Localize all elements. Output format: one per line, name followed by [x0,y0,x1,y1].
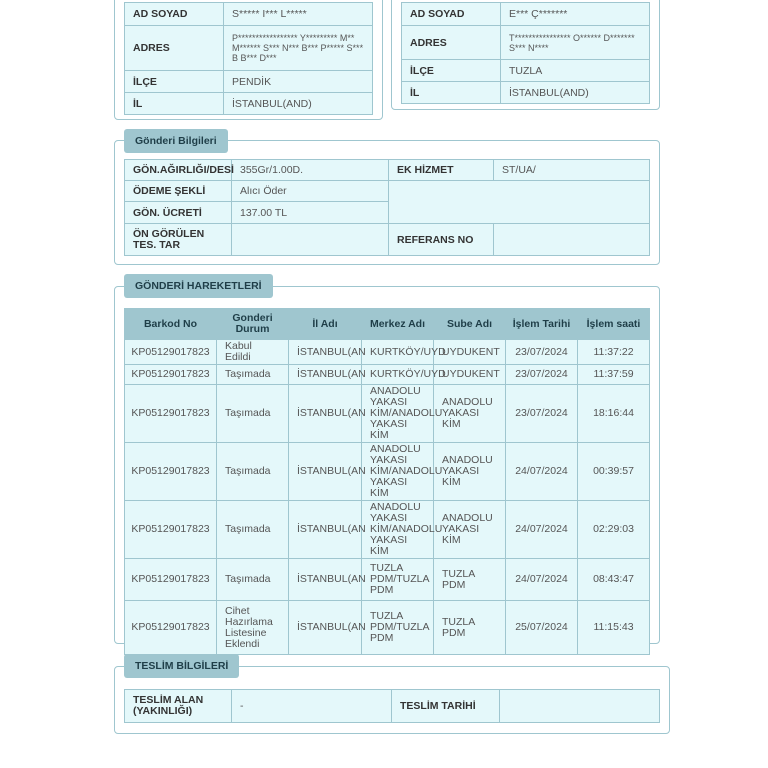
cell-time: 11:37:22 [578,340,650,365]
cell-branch: TUZLA PDM [434,559,506,601]
delivery-table [124,689,660,723]
table-row [125,501,650,559]
reference-label: REFERANS NO [389,224,494,256]
cell-time: 02:29:03 [578,501,650,559]
shipment-table [124,159,650,256]
movements-table [124,308,650,655]
cell-branch: ANADOLU YAKASI KİM [434,385,506,443]
cell-status: Taşımada [217,365,289,385]
cell-date: 23/07/2024 [506,385,578,443]
cell-province: İSTANBUL(AN [289,559,362,601]
payment-value: Alıcı Öder [232,181,389,202]
column-header-branch: Sube Adı [434,309,506,340]
table-row [125,559,650,601]
cell-center: TUZLA PDM/TUZLA PDM [362,601,434,655]
cell-center: KURTKÖY/UYD [362,365,434,385]
fee-label: GÖN. ÜCRETİ [125,202,232,224]
cell-barcode: KP05129017823 [125,365,217,385]
fee-value: 137.00 TL [232,202,389,224]
est-delivery-label: ÖN GÖRÜLEN TES. TAR [125,224,232,256]
cell-time: 11:15:43 [578,601,650,655]
cell-center: ANADOLU YAKASI KİM/ANADOLU YAKASI KİM [362,443,434,501]
cell-branch: ANADOLU YAKASI KİM [434,501,506,559]
cell-barcode: KP05129017823 [125,601,217,655]
receiver-name: E*** Ç******* [501,3,650,26]
cell-province: İSTANBUL(AN [289,385,362,443]
table-row [125,443,650,501]
extra-service-label: EK HİZMET [389,160,494,181]
sender-address-label: ADRES [125,26,224,71]
table-row [125,385,650,443]
sender-city-label: İL [125,93,224,115]
cell-center: ANADOLU YAKASI KİM/ANADOLU YAKASI KİM [362,501,434,559]
table-row [125,365,650,385]
shipment-empty-cell [389,181,650,224]
table-row [125,340,650,365]
cell-status: Taşımada [217,443,289,501]
receiver-name-label: AD SOYAD [402,3,501,26]
extra-service-value: ST/UA/ [494,160,650,181]
receiver-table [401,2,650,104]
weight-value: 355Gr/1.00D. [232,160,389,181]
sender-name: S***** I*** L***** [224,3,373,26]
cell-time: 08:43:47 [578,559,650,601]
est-delivery-value [232,224,389,256]
sender-address: P***************** Y********* M** M****** S*** N*** B*** P***** S*** B B*** D*** [224,26,373,71]
cell-branch: UYDUKENT [434,365,506,385]
sender-district: PENDİK [224,71,373,93]
column-header-time: İşlem saati [578,309,650,340]
received-by-value: - [232,690,392,723]
cell-province: İSTANBUL(AN [289,365,362,385]
receiver-address: T**************** O****** D******* S*** N**** [501,26,650,60]
reference-value [494,224,650,256]
column-header-center: Merkez Adı [362,309,434,340]
receiver-city: İSTANBUL(AND) [501,82,650,104]
payment-label: ÖDEME ŞEKLİ [125,181,232,202]
delivery-date-label: TESLİM TARİHİ [392,690,500,723]
sender-name-label: AD SOYAD [125,3,224,26]
sender-district-label: İLÇE [125,71,224,93]
cell-date: 25/07/2024 [506,601,578,655]
delivery-title: TESLİM BİLGİLERİ [124,654,239,678]
column-header-barcode: Barkod No [125,309,217,340]
cell-branch: ANADOLU YAKASI KİM [434,443,506,501]
cell-status: Taşımada [217,559,289,601]
cell-barcode: KP05129017823 [125,385,217,443]
delivery-date-value [500,690,660,723]
cell-center: TUZLA PDM/TUZLA PDM [362,559,434,601]
cell-province: İSTANBUL(AN [289,501,362,559]
table-row [125,601,650,655]
cell-date: 24/07/2024 [506,501,578,559]
column-header-date: İşlem Tarihi [506,309,578,340]
column-header-status: Gonderi Durum [217,309,289,340]
cell-barcode: KP05129017823 [125,501,217,559]
cell-time: 18:16:44 [578,385,650,443]
cell-date: 24/07/2024 [506,559,578,601]
cell-province: İSTANBUL(AN [289,601,362,655]
cell-center: KURTKÖY/UYD [362,340,434,365]
shipment-title: Gönderi Bilgileri [124,129,228,153]
cell-branch: TUZLA PDM [434,601,506,655]
movements-title: GÖNDERİ HAREKETLERİ [124,274,273,298]
sender-table [124,2,373,115]
cell-date: 23/07/2024 [506,365,578,385]
cell-status: Kabul Edildi [217,340,289,365]
cell-date: 24/07/2024 [506,443,578,501]
cell-barcode: KP05129017823 [125,559,217,601]
sender-city: İSTANBUL(AND) [224,93,373,115]
receiver-city-label: İL [402,82,501,104]
cell-status: Taşımada [217,385,289,443]
cell-province: İSTANBUL(AN [289,443,362,501]
cell-barcode: KP05129017823 [125,443,217,501]
cell-status: Cihet Hazırlama Listesine Eklendi [217,601,289,655]
cell-time: 00:39:57 [578,443,650,501]
cell-barcode: KP05129017823 [125,340,217,365]
cell-province: İSTANBUL(AN [289,340,362,365]
cell-center: ANADOLU YAKASI KİM/ANADOLU YAKASI KİM [362,385,434,443]
receiver-district-label: İLÇE [402,60,501,82]
column-header-province: İl Adı [289,309,362,340]
receiver-district: TUZLA [501,60,650,82]
receiver-address-label: ADRES [402,26,501,60]
cell-status: Taşımada [217,501,289,559]
cell-date: 23/07/2024 [506,340,578,365]
cell-branch: UYDUKENT [434,340,506,365]
cell-time: 11:37:59 [578,365,650,385]
received-by-label: TESLİM ALAN (YAKINLIĞI) [125,690,232,723]
weight-label: GÖN.AĞIRLIĞI/DESİ [125,160,232,181]
